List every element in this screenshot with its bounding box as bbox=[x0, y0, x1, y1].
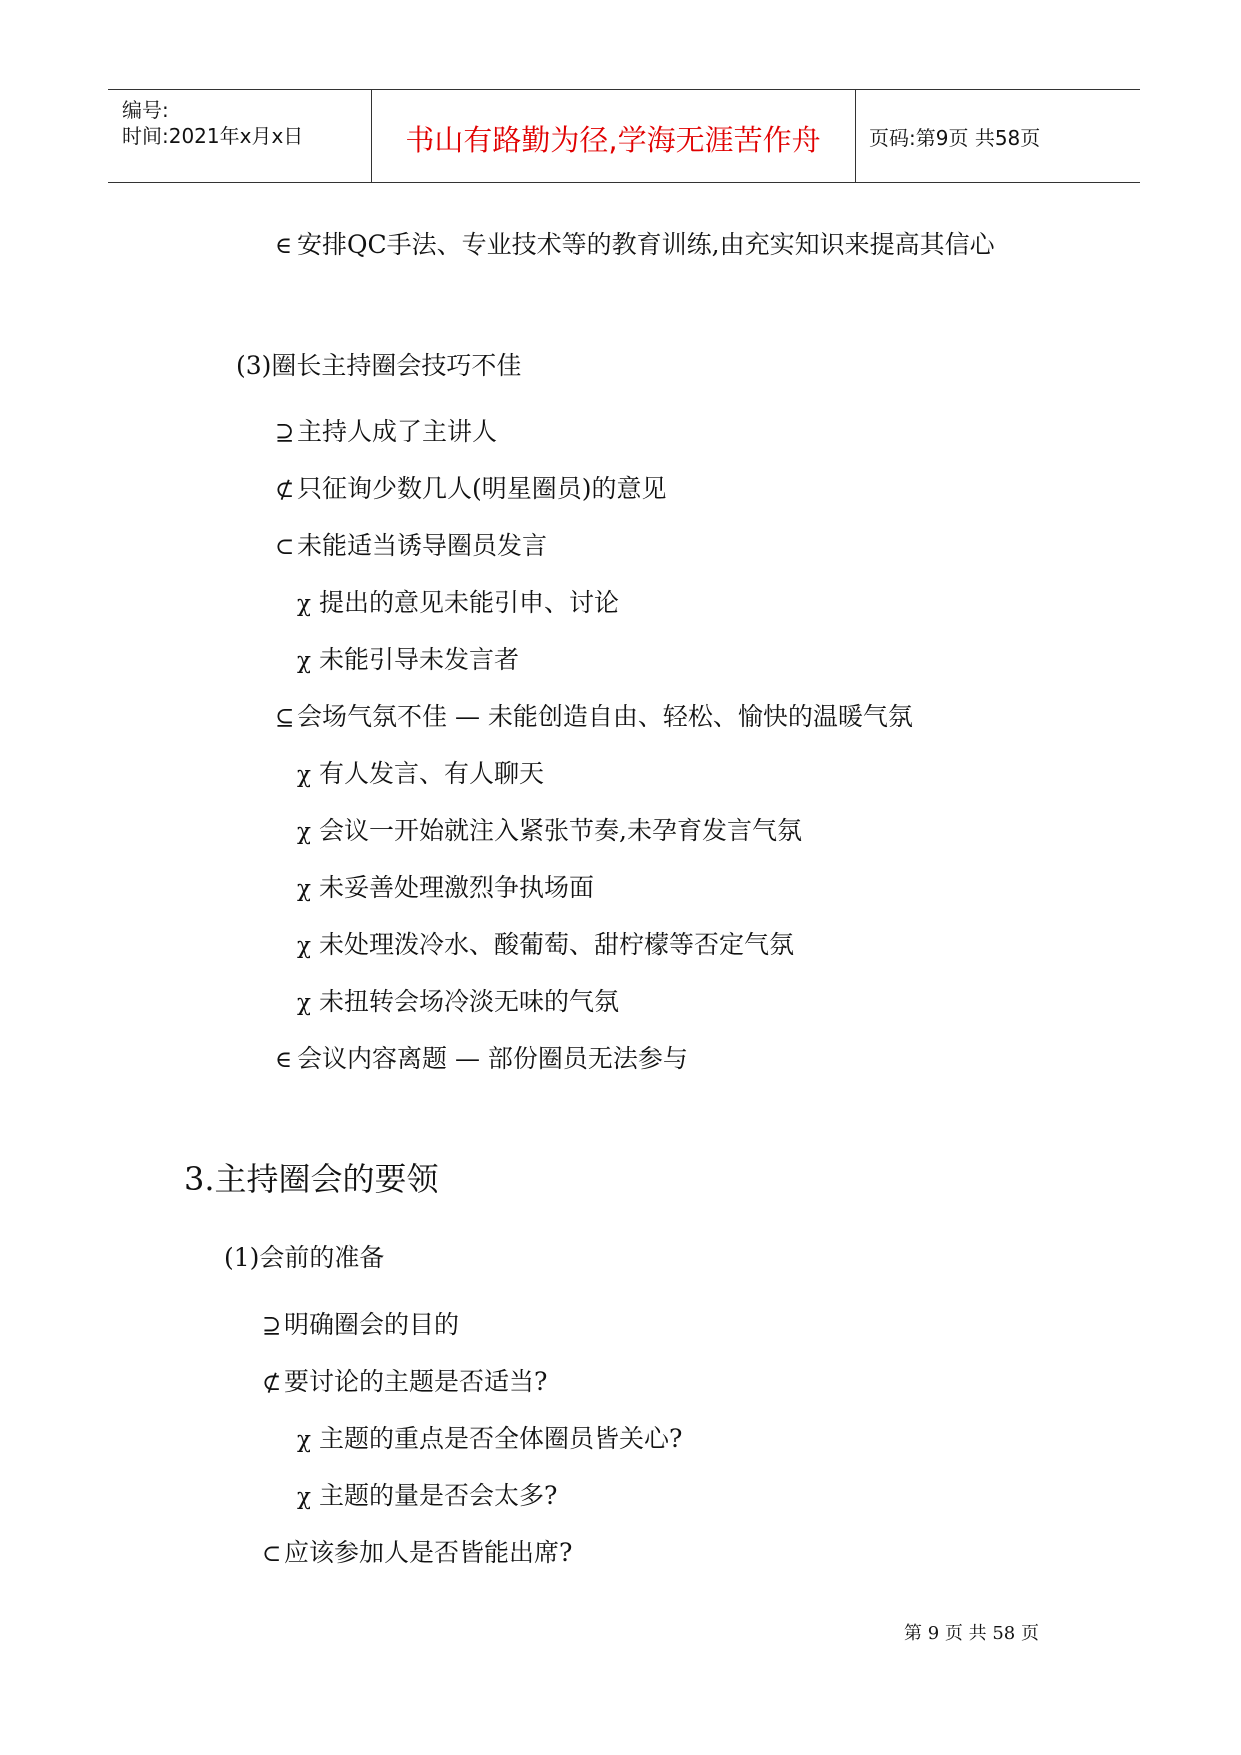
bullet-symbol: ⊄ bbox=[262, 1370, 282, 1396]
page-header bbox=[108, 89, 1140, 183]
line-text: 有人发言、有人聊天 bbox=[319, 759, 545, 788]
bullet-symbol: ∈ bbox=[275, 1047, 293, 1073]
line-text: 提出的意见未能引申、讨论 bbox=[319, 588, 620, 617]
content-line bbox=[275, 526, 547, 562]
bullet-symbol: ⊂ bbox=[262, 1541, 282, 1567]
content-line bbox=[297, 811, 802, 847]
content-line bbox=[297, 982, 619, 1018]
line-text: 只征询少数几人(明星圈员)的意见 bbox=[297, 474, 667, 503]
bullet-symbol: ⊇ bbox=[275, 420, 295, 446]
content-line bbox=[297, 754, 544, 790]
header-page-number: 页码:第9页 共58页 bbox=[869, 126, 1041, 150]
bullet-symbol: χ bbox=[297, 933, 311, 959]
line-text: 未处理泼冷水、酸葡萄、甜柠檬等否定气氛 bbox=[319, 930, 795, 959]
line-text: 会场气氛不佳 — 未能创造自由、轻松、愉快的温暖气氛 bbox=[297, 702, 913, 731]
line-text: 未扭转会场冷淡无味的气氛 bbox=[319, 987, 620, 1016]
bullet-symbol: ⊆ bbox=[275, 705, 295, 731]
header-page-cell bbox=[857, 90, 1140, 182]
content-line bbox=[275, 225, 995, 261]
content-line bbox=[297, 868, 594, 904]
line-text: 会议一开始就注入紧张节奏,未孕育发言气氛 bbox=[319, 816, 802, 845]
content-line bbox=[297, 640, 519, 676]
content-line bbox=[297, 1476, 557, 1512]
content-line bbox=[297, 583, 619, 619]
document-time-label: 时间:2021年x月x日 bbox=[122, 124, 304, 148]
line-text: 要讨论的主题是否适当? bbox=[284, 1367, 548, 1396]
line-text: 应该参加人是否皆能出席? bbox=[284, 1538, 573, 1567]
line-text: 安排QC手法、专业技术等的教育训练,由充实知识来提高其信心 bbox=[297, 230, 995, 259]
line-text: 未能引导未发言者 bbox=[319, 645, 520, 674]
content-line bbox=[262, 1305, 459, 1341]
line-text: (3)圈长主持圈会技巧不佳 bbox=[236, 351, 522, 380]
bullet-symbol: χ bbox=[297, 1427, 311, 1453]
content-line bbox=[262, 1533, 572, 1569]
bullet-symbol: χ bbox=[297, 1484, 311, 1510]
header-motto-cell bbox=[371, 90, 856, 182]
bullet-symbol: ∈ bbox=[275, 233, 293, 259]
content-line bbox=[275, 697, 913, 733]
content-line bbox=[297, 925, 794, 961]
bullet-symbol: ⊄ bbox=[275, 477, 295, 503]
content-line bbox=[297, 1419, 682, 1455]
bullet-symbol: χ bbox=[297, 990, 311, 1016]
line-text: 3.主持圈会的要领 bbox=[184, 1160, 439, 1198]
bullet-symbol: χ bbox=[297, 819, 311, 845]
content-line bbox=[275, 1039, 688, 1075]
line-text: 主题的重点是否全体圈员皆关心? bbox=[319, 1424, 683, 1453]
bullet-symbol: ⊂ bbox=[275, 534, 295, 560]
page-footer: 第 9 页 共 58 页 bbox=[904, 1623, 1039, 1644]
line-text: 主题的量是否会太多? bbox=[319, 1481, 558, 1510]
line-text: 未妥善处理激烈争执场面 bbox=[319, 873, 595, 902]
header-motto: 书山有路勤为径,学海无涯苦作舟 bbox=[405, 123, 821, 157]
section-heading bbox=[184, 1154, 439, 1200]
line-text: 主持人成了主讲人 bbox=[297, 417, 498, 446]
subsection-heading bbox=[224, 1238, 384, 1274]
document-number-label: 编号: bbox=[122, 98, 169, 122]
line-text: 会议内容离题 — 部份圈员无法参与 bbox=[297, 1044, 688, 1073]
subsection-heading bbox=[236, 346, 521, 382]
line-text: 未能适当诱导圈员发言 bbox=[297, 531, 548, 560]
content-line bbox=[275, 412, 497, 448]
bullet-symbol: χ bbox=[297, 762, 311, 788]
bullet-symbol: ⊇ bbox=[262, 1313, 282, 1339]
bullet-symbol: χ bbox=[297, 876, 311, 902]
content-line bbox=[262, 1362, 547, 1398]
line-text: 明确圈会的目的 bbox=[284, 1310, 460, 1339]
bullet-symbol: χ bbox=[297, 591, 311, 617]
bullet-symbol: χ bbox=[297, 648, 311, 674]
content-line bbox=[275, 469, 667, 505]
header-info-cell bbox=[108, 90, 372, 182]
line-text: (1)会前的准备 bbox=[224, 1243, 385, 1272]
